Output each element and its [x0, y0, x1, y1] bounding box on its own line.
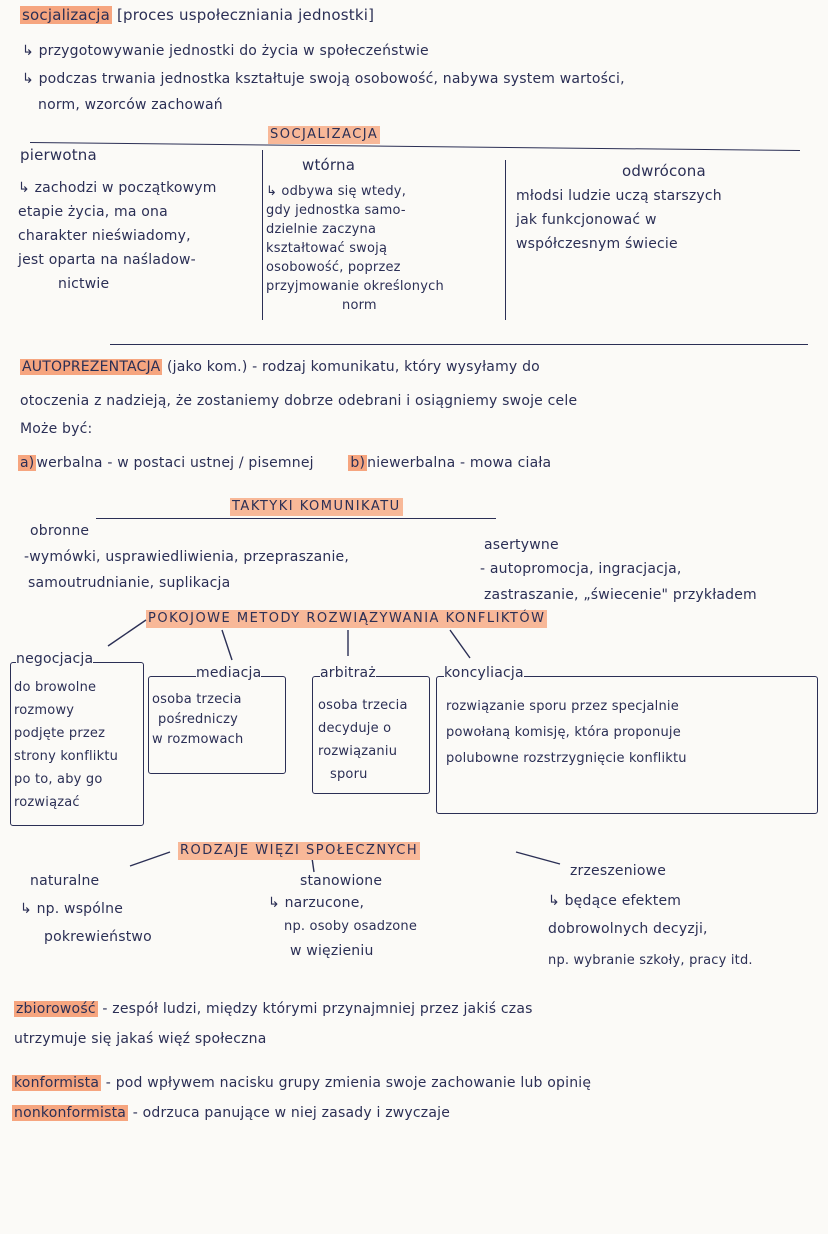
- socjalizacja-definition: [proces uspołeczniania jednostki]: [116, 6, 375, 24]
- arbitraz-line: osoba trzecia: [318, 698, 408, 713]
- zbiorowosc-definition: - zespół ludzi, między którymi przynajmniej przez jakiś czas: [102, 1001, 533, 1017]
- konformista-definition: - pod wpływem nacisku grupy zmienia swoje zachowanie lub opinię: [105, 1075, 592, 1091]
- pierwotna-line: ↳ zachodzi w początkowym: [18, 180, 217, 196]
- wtorna-line: przyjmowanie określonych: [266, 279, 444, 294]
- stanowione-line: ↳ narzucone,: [268, 895, 365, 911]
- arbitraz-line: rozwiązaniu: [318, 744, 398, 759]
- arbitraz-description: [318, 694, 408, 786]
- zrzeszeniowe-label: zrzeszeniowe: [570, 863, 667, 879]
- koncyliacja-line: powołaną komisję, która proponuje: [446, 725, 681, 740]
- asertywne-label: asertywne: [484, 537, 559, 553]
- stanowione-line: w więzieniu: [290, 943, 374, 959]
- konflikty-title: POKOJOWE METODY ROZWIĄZYWANIA KONFLIKTÓW: [148, 611, 546, 626]
- wtorna-line: dzielnie zaczyna: [266, 222, 377, 237]
- naturalne-label: naturalne: [30, 873, 100, 889]
- stanowione-label: stanowione: [300, 873, 383, 889]
- odwrocona-label: odwrócona: [622, 162, 706, 180]
- negocjacja-description: [14, 676, 118, 814]
- autoprezentacja-definition: (jako kom.) - rodzaj komunikatu, który wysyłamy do: [167, 359, 540, 375]
- naturalne-line: ↳ np. wspólne: [20, 901, 124, 917]
- koncyliacja-line: rozwiązanie sporu przez specjalnie: [446, 699, 679, 714]
- mediacja-label: mediacja: [196, 665, 262, 681]
- negocjacja-label: negocjacja: [16, 651, 94, 667]
- koncyliacja-description: [446, 694, 687, 772]
- socjalizacja-point-1: ↳ przygotowywanie jednostki do życia w społeczeństwie: [22, 43, 429, 59]
- odwrocona-line: młodsi ludzie uczą starszych: [516, 188, 722, 204]
- stanowione-line: np. osoby osadzone: [284, 919, 418, 934]
- socjalizacja-term: socjalizacja: [22, 6, 111, 24]
- nonkonformista-term: nonkonformista: [14, 1105, 127, 1121]
- wiezi-title: RODZAJE WIĘZI SPOŁECZNYCH: [180, 843, 419, 858]
- mediacja-description: [152, 690, 243, 750]
- obronne-label: obronne: [30, 523, 90, 539]
- arbitraz-label: arbitraż: [320, 665, 376, 681]
- taktyki-title: TAKTYKI KOMUNIKATU: [232, 499, 401, 514]
- autoprezentacja-line-2: otoczenia z nadzieją, że zostaniemy dobrze odebrani i osiągniemy swoje cele: [20, 393, 578, 409]
- nonkonformista-definition: - odrzuca panujące w niej zasady i zwyczaje: [132, 1105, 451, 1121]
- koncyliacja-line: polubowne rozstrzygnięcie konfliktu: [446, 751, 687, 766]
- mediacja-line: pośredniczy: [158, 712, 239, 727]
- konformista-line: [12, 1074, 591, 1092]
- odwrocona-line: jak funkcjonować w: [516, 212, 657, 228]
- odwrocona-line: współczesnym świecie: [516, 236, 678, 252]
- form-a-text: werbalna - w postaci ustnej / pisemnej: [36, 455, 314, 471]
- autoprezentacja-term: AUTOPREZENTACJA: [22, 359, 161, 375]
- konformista-term: konformista: [14, 1075, 100, 1091]
- zrzeszeniowe-line: dobrowolnych decyzji,: [548, 921, 708, 937]
- zbiorowosc-line-1: [14, 1000, 533, 1018]
- negocjacja-line: rozwiązać: [14, 795, 80, 810]
- wtorna-line: ↳ odbywa się wtedy,: [266, 184, 407, 199]
- negocjacja-line: strony konfliktu: [14, 749, 119, 764]
- pierwotna-line: jest oparta na naśladow-: [18, 252, 196, 268]
- negocjacja-line: rozmowy: [14, 703, 75, 718]
- mediacja-line: w rozmowach: [152, 732, 244, 747]
- arbitraz-line: sporu: [330, 767, 368, 782]
- form-b-marker: b): [350, 455, 366, 471]
- asertywne-line: zastraszanie, „świecenie" przykładem: [484, 587, 757, 603]
- obronne-line: -wymówki, usprawiedliwienia, przepraszanie,: [24, 549, 350, 565]
- wtorna-line: gdy jednostka samo-: [266, 203, 406, 218]
- asertywne-line: - autopromocja, ingracjacja,: [480, 561, 682, 577]
- wtorna-label: wtórna: [302, 156, 356, 174]
- socjalizacja-point-3: norm, wzorców zachowań: [38, 97, 223, 113]
- negocjacja-line: po to, aby go: [14, 772, 103, 787]
- nonkonformista-line: [12, 1104, 450, 1122]
- zbiorowosc-term: zbiorowość: [16, 1001, 96, 1017]
- arbitraz-line: decyduje o: [318, 721, 392, 736]
- zrzeszeniowe-line: np. wybranie szkoły, pracy itd.: [548, 953, 753, 968]
- obronne-line: samoutrudnianie, suplikacja: [28, 575, 231, 591]
- wtorna-line: osobowość, poprzez: [266, 260, 401, 275]
- zbiorowosc-line-2: utrzymuje się jakaś więź społeczna: [14, 1031, 267, 1047]
- koncyliacja-label: koncyliacja: [444, 665, 524, 681]
- wtorna-line: kształtować swoją: [266, 241, 388, 256]
- pierwotna-line: nictwie: [58, 276, 110, 292]
- zrzeszeniowe-line: ↳ będące efektem: [548, 893, 682, 909]
- mediacja-line: osoba trzecia: [152, 692, 242, 707]
- pierwotna-label: pierwotna: [20, 146, 97, 164]
- negocjacja-line: do browolne: [14, 680, 97, 695]
- naturalne-line: pokrewieństwo: [44, 929, 152, 945]
- negocjacja-line: podjęte przez: [14, 726, 106, 741]
- pierwotna-line: etapie życia, ma ona: [18, 204, 168, 220]
- form-a-marker: a): [20, 455, 35, 471]
- socjalizacja-point-2: ↳ podczas trwania jednostka kształtuje swoją osobowość, nabywa system wartości,: [22, 71, 625, 87]
- socjalizacja-diagram-title: SOCJALIZACJA: [270, 127, 379, 142]
- form-b-text: niewerbalna - mowa ciała: [367, 455, 552, 471]
- pierwotna-line: charakter nieświadomy,: [18, 228, 191, 244]
- autoprezentacja-line-3: Może być:: [20, 421, 93, 437]
- wtorna-line: norm: [342, 298, 377, 313]
